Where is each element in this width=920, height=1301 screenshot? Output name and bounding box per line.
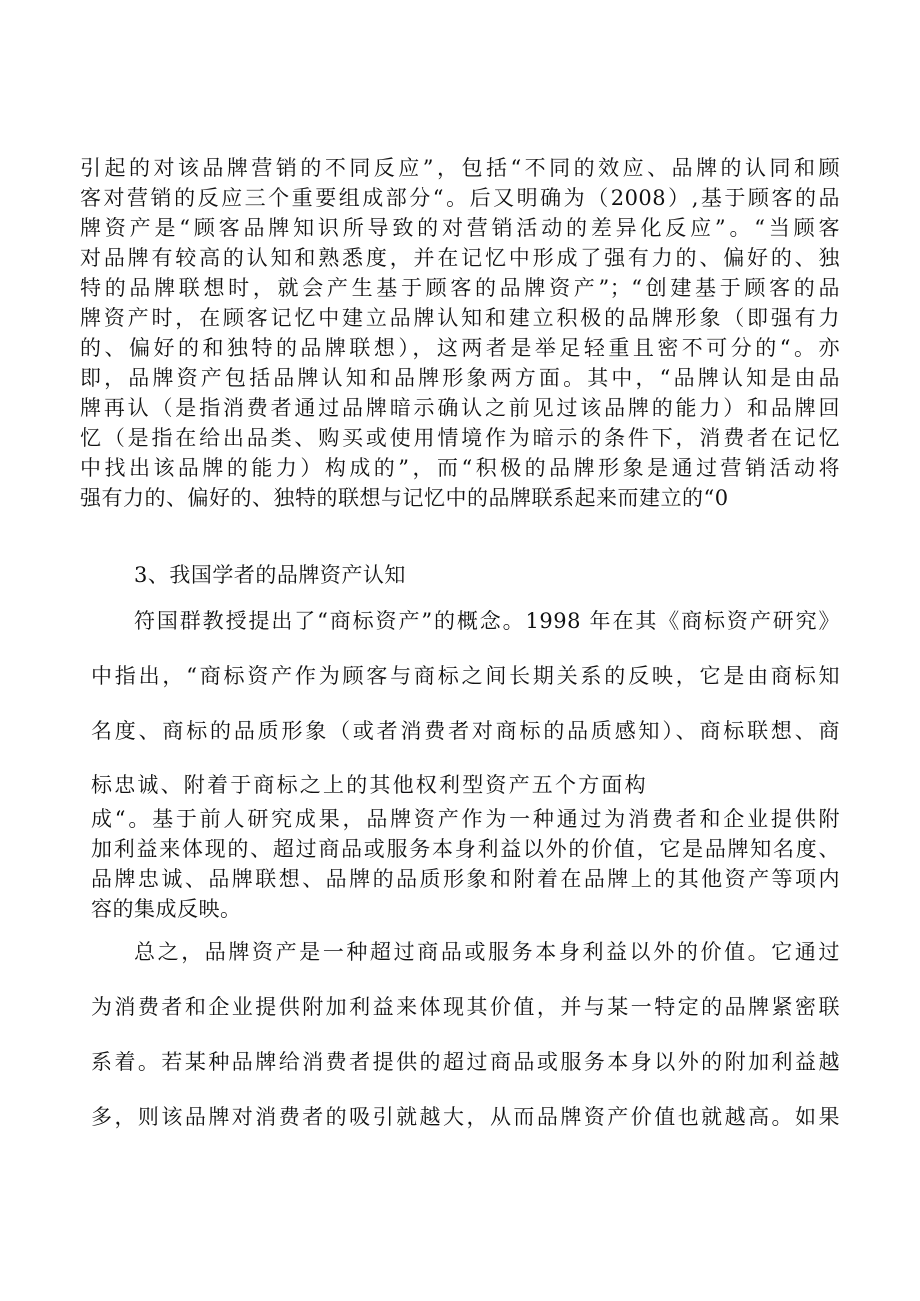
text-line: 名度、商标的品质形象（或者消费者对商标的品质感知）、商标联想、商 bbox=[91, 719, 840, 743]
text-line: 牌再认（是指消费者通过品牌暗示确认之前见过该品牌的能力）和品牌回 bbox=[80, 396, 840, 420]
text-line: 标忠诚、附着于商标之上的其他权利型资产五个方面构 bbox=[91, 773, 648, 797]
text-line: 客对营销的反应三个重要组成部分“。后又明确为（2008）,基于顾客的品 bbox=[80, 186, 840, 210]
text-line: 引起的对该品牌营销的不同反应”，包括“不同的效应、品牌的认同和顾 bbox=[80, 156, 840, 180]
text-line: 符国群教授提出了“商标资产”的概念。1998 年在其《商标资产研究》 bbox=[134, 609, 840, 633]
text-line: 为消费者和企业提供附加利益来体现其价值，并与某一特定的品牌紧密联 bbox=[91, 995, 840, 1019]
text-line: 系着。若某种品牌给消费者提供的超过商品或服务本身以外的附加利益越 bbox=[91, 1050, 840, 1074]
text-line: 中指出，“商标资产作为顾客与商标之间长期关系的反映，它是由商标知 bbox=[91, 664, 840, 688]
section-heading: 3、我国学者的品牌资产认知 bbox=[134, 563, 406, 587]
text-line: 中找出该品牌的能力）构成的”，而“积极的品牌形象是通过营销活动将 bbox=[80, 456, 840, 480]
text-line: 特的品牌联想时，就会产生基于顾客的品牌资产”；“创建基于顾客的品 bbox=[80, 276, 840, 300]
text-line: 加利益来体现的、超过商品或服务本身利益以外的价值，它是品牌知名度、 bbox=[91, 837, 840, 861]
text-line: 即，品牌资产包括品牌认知和品牌形象两方面。其中，“品牌认知是由品 bbox=[80, 366, 840, 390]
text-line: 牌资产时，在顾客记忆中建立品牌认知和建立积极的品牌形象（即强有力 bbox=[80, 306, 840, 330]
text-line: 忆（是指在给出品类、购买或使用情境作为暗示的条件下，消费者在记忆 bbox=[80, 426, 840, 450]
text-line: 多，则该品牌对消费者的吸引就越大，从而品牌资产价值也就越高。如果 bbox=[91, 1105, 840, 1129]
text-line: 成“。基于前人研究成果，品牌资产作为一种通过为消费者和企业提供附 bbox=[91, 807, 840, 831]
text-line: 的、偏好的和独特的品牌联想），这两者是举足轻重且密不可分的“。亦 bbox=[80, 336, 840, 360]
text-line: 品牌忠诚、品牌联想、品牌的品质形象和附着在品牌上的其他资产等项内 bbox=[91, 867, 840, 891]
text-line: 强有力的、偏好的、独特的联想与记忆中的品牌联系起来而建立的“0 bbox=[80, 486, 729, 510]
text-line: 容的集成反映。 bbox=[91, 897, 242, 921]
text-line: 牌资产是“顾客品牌知识所导致的对营销活动的差异化反应”。“当顾客 bbox=[80, 216, 840, 240]
text-line: 总之，品牌资产是一种超过商品或服务本身利益以外的价值。它通过 bbox=[134, 940, 840, 964]
text-line: 对品牌有较高的认知和熟悉度，并在记忆中形成了强有力的、偏好的、独 bbox=[80, 246, 840, 270]
